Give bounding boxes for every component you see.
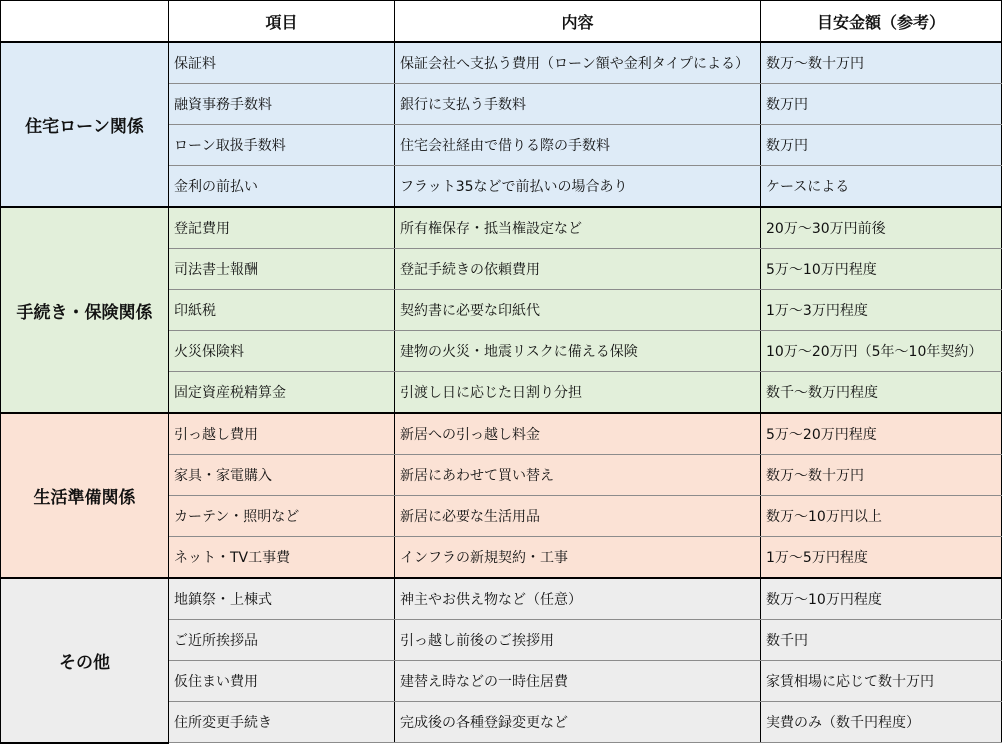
group-label: 手続き・保険関係 — [1, 207, 169, 413]
table-body — [1, 42, 1002, 743]
content-cell: 新居にあわせて買い替え — [395, 455, 761, 496]
item-cell: 住所変更手続き — [169, 702, 395, 743]
amount-cell: 5万～20万円程度 — [761, 413, 1002, 455]
content-cell: 登記手続きの依頼費用 — [395, 249, 761, 290]
item-cell: 金利の前払い — [169, 166, 395, 208]
item-cell: 司法書士報酬 — [169, 249, 395, 290]
item-cell: 家具・家電購入 — [169, 455, 395, 496]
table-row — [1, 578, 1002, 620]
amount-cell: 1万～3万円程度 — [761, 290, 1002, 331]
item-cell: 火災保険料 — [169, 331, 395, 372]
content-cell: 引っ越し前後のご挨拶用 — [395, 620, 761, 661]
item-cell: 固定資産税精算金 — [169, 372, 395, 414]
content-cell: インフラの新規契約・工事 — [395, 537, 761, 579]
amount-cell: 20万～30万円前後 — [761, 207, 1002, 249]
header-group — [1, 1, 169, 43]
amount-cell: 数千円 — [761, 620, 1002, 661]
content-cell: 契約書に必要な印紙代 — [395, 290, 761, 331]
item-cell: ローン取扱手数料 — [169, 125, 395, 166]
content-cell: 引渡し日に応じた日割り分担 — [395, 372, 761, 414]
amount-cell: 10万～20万円（5年～10年契約） — [761, 331, 1002, 372]
content-cell: 神主やお供え物など（任意） — [395, 578, 761, 620]
header-item: 項目 — [169, 1, 395, 43]
group-label: 生活準備関係 — [1, 413, 169, 578]
header-row — [1, 1, 1002, 43]
header-content: 内容 — [395, 1, 761, 43]
content-cell: 新居への引っ越し料金 — [395, 413, 761, 455]
content-cell: 建替え時などの一時住居費 — [395, 661, 761, 702]
item-cell: 保証料 — [169, 42, 395, 84]
content-cell: フラット35などで前払いの場合あり — [395, 166, 761, 208]
content-cell: 住宅会社経由で借りる際の手数料 — [395, 125, 761, 166]
group-label: その他 — [1, 578, 169, 743]
amount-cell: 数万円 — [761, 125, 1002, 166]
item-cell: 引っ越し費用 — [169, 413, 395, 455]
amount-cell: 5万～10万円程度 — [761, 249, 1002, 290]
amount-cell: 1万～5万円程度 — [761, 537, 1002, 579]
content-cell: 保証会社へ支払う費用（ローン額や金利タイプによる） — [395, 42, 761, 84]
amount-cell: 数万～数十万円 — [761, 42, 1002, 84]
item-cell: 仮住まい費用 — [169, 661, 395, 702]
content-cell: 建物の火災・地震リスクに備える保険 — [395, 331, 761, 372]
item-cell: ネット・TV工事費 — [169, 537, 395, 579]
item-cell: 印紙税 — [169, 290, 395, 331]
amount-cell: 実費のみ（数千円程度） — [761, 702, 1002, 743]
header-amount: 目安金額（参考） — [761, 1, 1002, 43]
item-cell: カーテン・照明など — [169, 496, 395, 537]
content-cell: 完成後の各種登録変更など — [395, 702, 761, 743]
item-cell: 融資事務手数料 — [169, 84, 395, 125]
item-cell: ご近所挨拶品 — [169, 620, 395, 661]
amount-cell: 数万円 — [761, 84, 1002, 125]
amount-cell: 数万～10万円程度 — [761, 578, 1002, 620]
amount-cell: 家賃相場に応じて数十万円 — [761, 661, 1002, 702]
item-cell: 登記費用 — [169, 207, 395, 249]
group-label: 住宅ローン関係 — [1, 42, 169, 207]
amount-cell: ケースによる — [761, 166, 1002, 208]
item-cell: 地鎮祭・上棟式 — [169, 578, 395, 620]
table-row — [1, 413, 1002, 455]
content-cell: 新居に必要な生活用品 — [395, 496, 761, 537]
content-cell: 所有権保存・抵当権設定など — [395, 207, 761, 249]
table-row — [1, 42, 1002, 84]
content-cell: 銀行に支払う手数料 — [395, 84, 761, 125]
amount-cell: 数万～数十万円 — [761, 455, 1002, 496]
table-row — [1, 207, 1002, 249]
amount-cell: 数千～数万円程度 — [761, 372, 1002, 414]
amount-cell: 数万～10万円以上 — [761, 496, 1002, 537]
